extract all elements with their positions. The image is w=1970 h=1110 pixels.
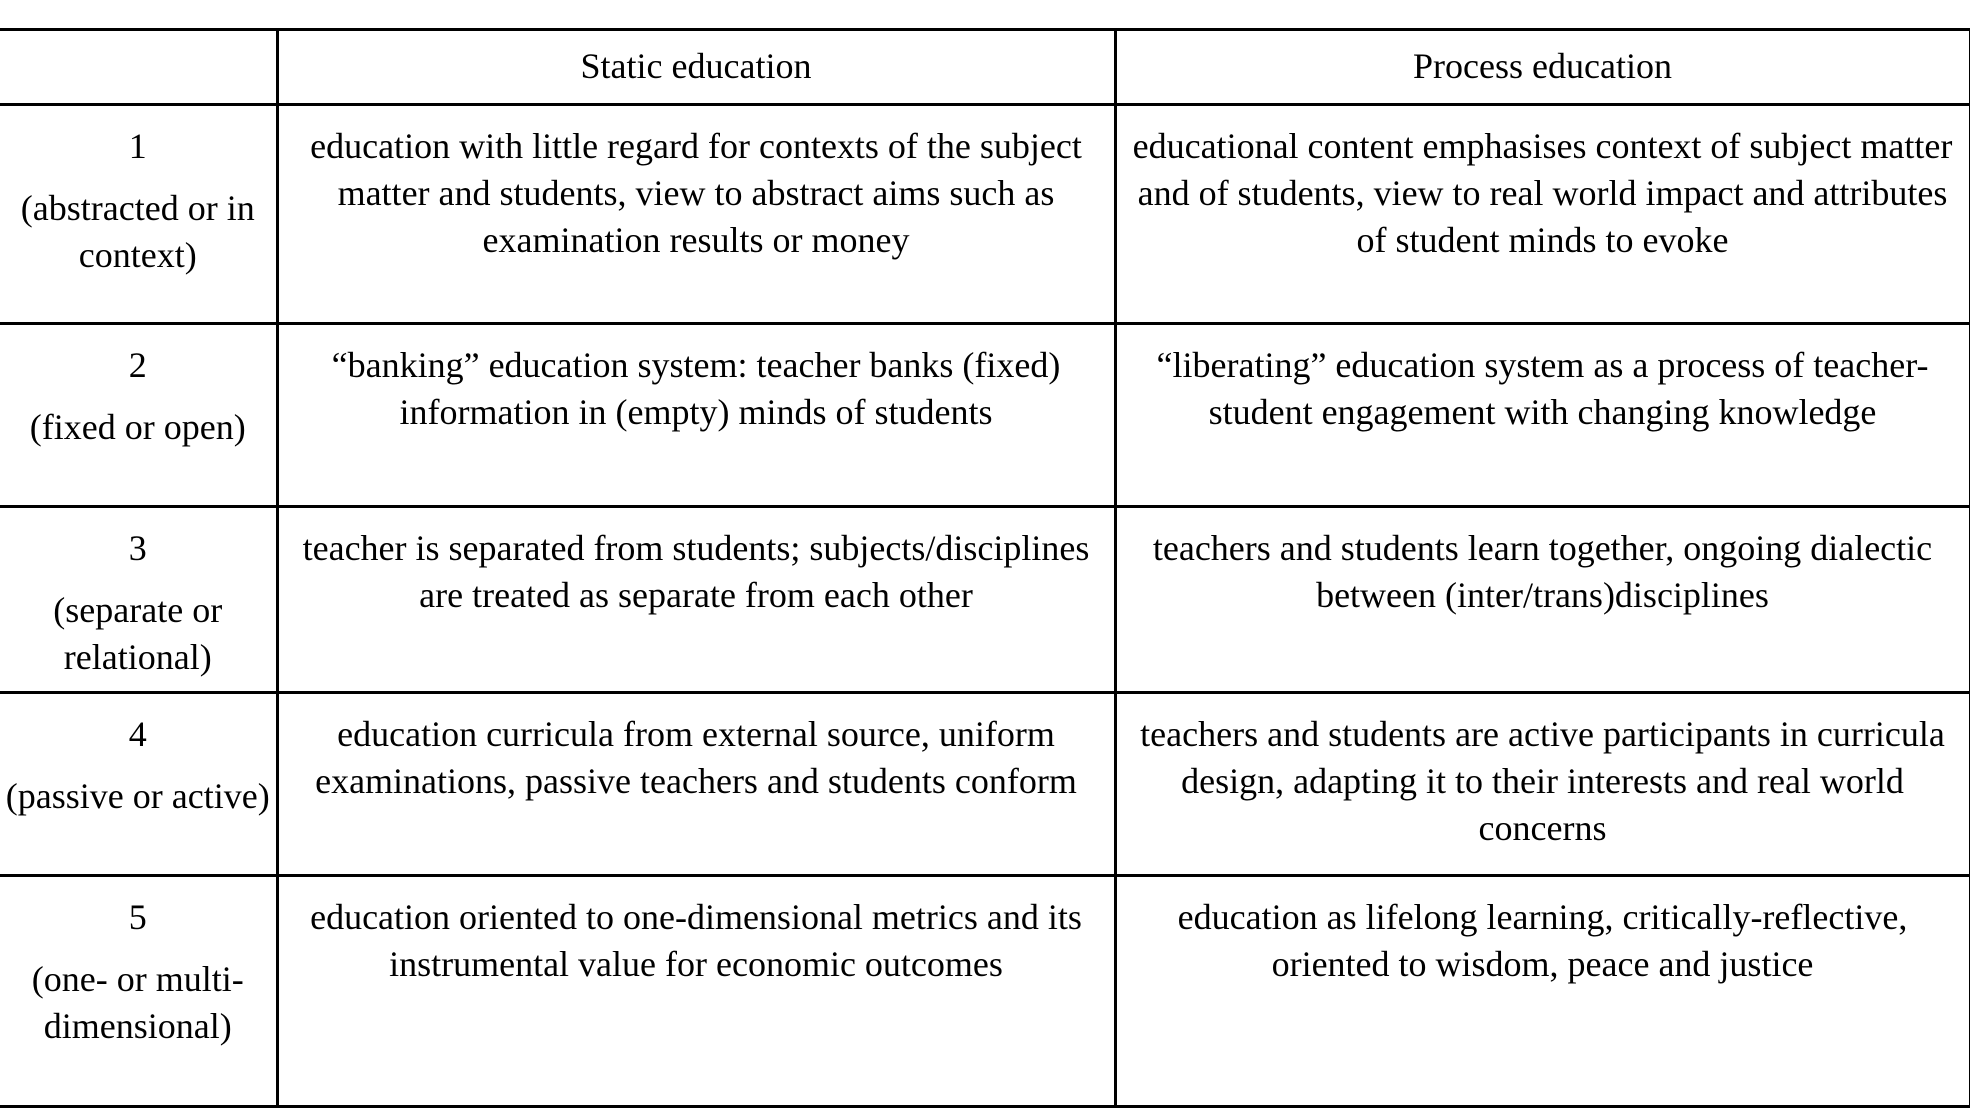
static-education-cell: education oriented to one-dimensional metrics and its instrumental value for economic outcomes <box>277 876 1115 1107</box>
row-dimension: (passive or active) <box>5 776 270 816</box>
row-number: 5 <box>128 897 147 937</box>
process-education-cell: education as lifelong learning, critically-reflective, oriented to wisdom, peace and justice <box>1115 876 1970 1107</box>
table-row <box>0 876 1970 1107</box>
row-dimension: (fixed or open) <box>29 407 246 447</box>
header-empty-cell <box>0 30 277 105</box>
static-education-cell: “banking” education system: teacher banks (fixed) information in (empty) minds of students <box>277 324 1115 507</box>
header-static-education: Static education <box>277 30 1115 105</box>
row-dimension: (separate or relational) <box>53 590 223 677</box>
row-number: 3 <box>128 528 147 568</box>
row-dimension: (one- or multi-dimensional) <box>31 959 244 1046</box>
table-row <box>0 105 1970 324</box>
static-education-cell: education with little regard for contexts of the subject matter and students, view to abstract aims such as examination results or money <box>277 105 1115 324</box>
row-label-cell <box>0 693 277 876</box>
process-education-cell: educational content emphasises context of subject matter and of students, view to real world impact and attributes of student minds to evoke <box>1115 105 1970 324</box>
static-education-cell: teacher is separated from students; subjects/disciplines are treated as separate from each other <box>277 507 1115 693</box>
process-education-cell: teachers and students are active participants in curricula design, adapting it to their interests and real world concerns <box>1115 693 1970 876</box>
row-number: 4 <box>128 714 147 754</box>
row-label-cell <box>0 324 277 507</box>
row-label-cell <box>0 876 277 1107</box>
row-dimension: (abstracted or in context) <box>20 188 255 275</box>
comparison-table-container <box>0 28 1970 1108</box>
table-row <box>0 507 1970 693</box>
static-vs-process-education-table <box>0 28 1970 1108</box>
table-row <box>0 693 1970 876</box>
process-education-cell: teachers and students learn together, ongoing dialectic between (inter/trans)disciplines <box>1115 507 1970 693</box>
header-process-education: Process education <box>1115 30 1970 105</box>
process-education-cell: “liberating” education system as a process of teacher-student engagement with changing knowledge <box>1115 324 1970 507</box>
static-education-cell: education curricula from external source, uniform examinations, passive teachers and students conform <box>277 693 1115 876</box>
row-label-cell <box>0 105 277 324</box>
table-header-row <box>0 30 1970 105</box>
row-label-cell <box>0 507 277 693</box>
row-number: 2 <box>128 345 147 385</box>
table-row <box>0 324 1970 507</box>
row-number: 1 <box>128 126 147 166</box>
